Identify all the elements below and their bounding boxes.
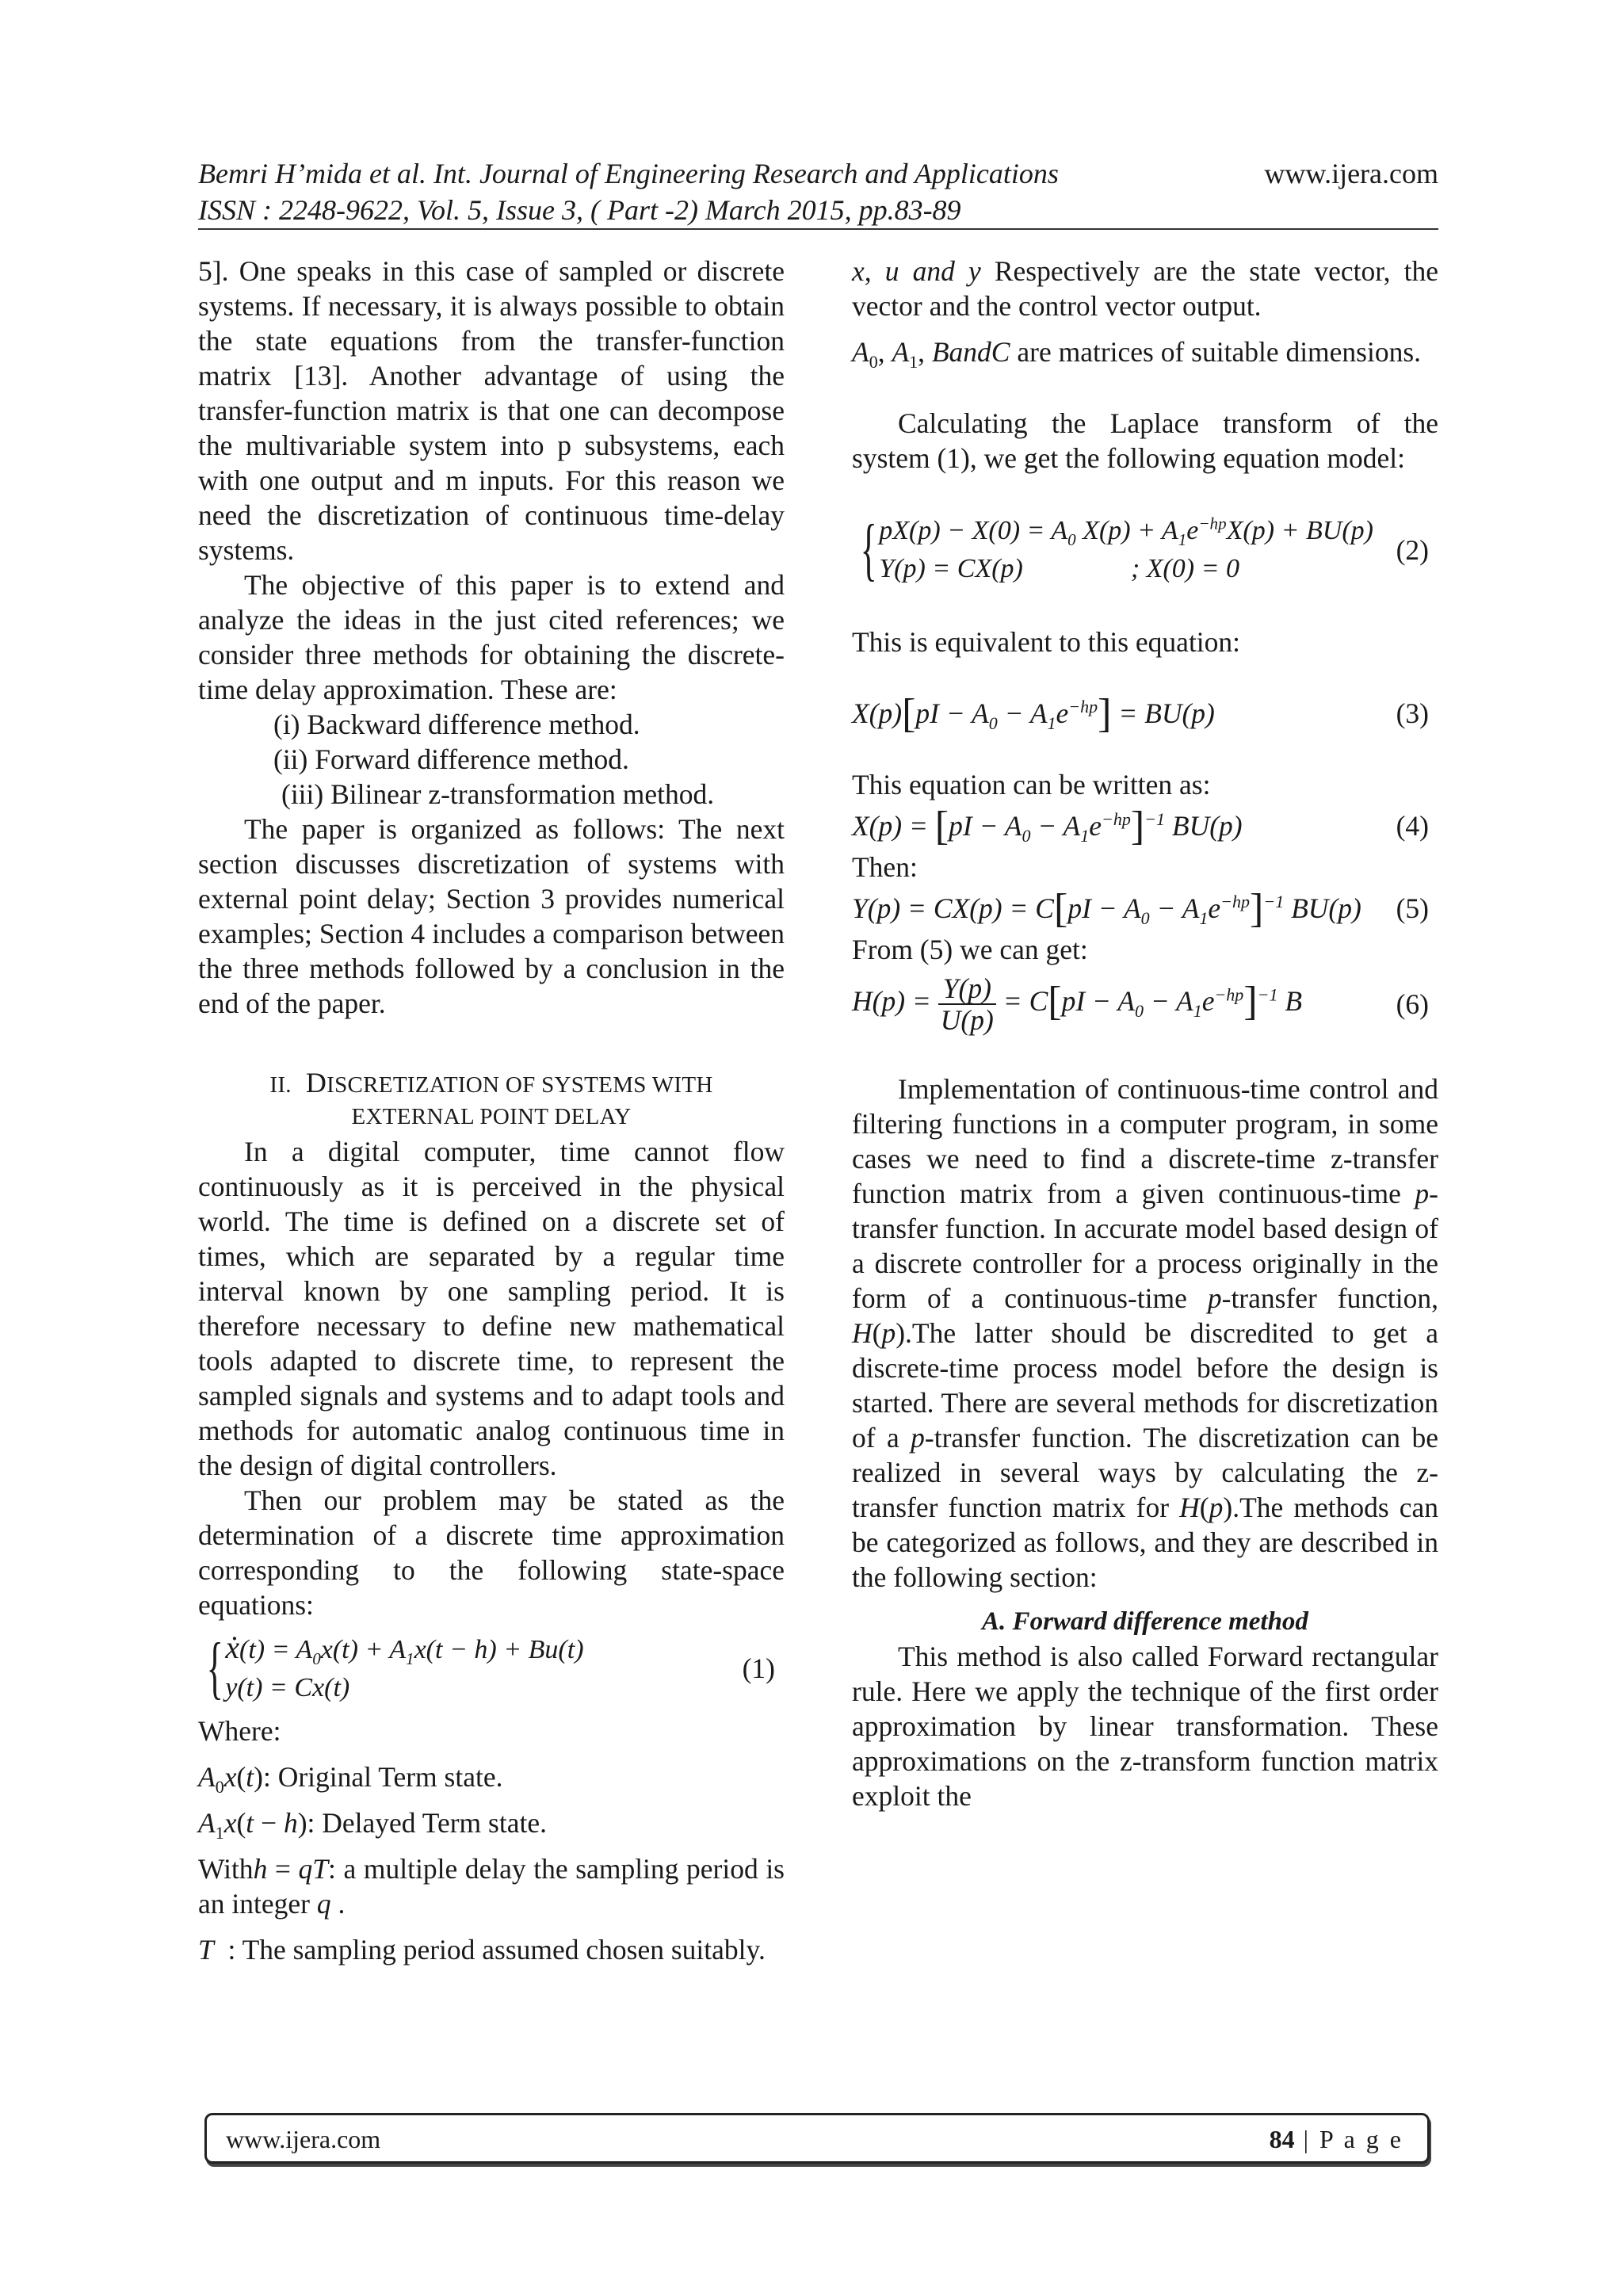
header-rule: [198, 228, 1438, 230]
paragraph: This is equivalent to this equation:: [852, 626, 1241, 658]
running-header: [198, 155, 1438, 228]
equation-number: (2): [1396, 534, 1429, 566]
left-column: [198, 254, 785, 1967]
paragraph: This method is also called Forward rectangular rule. Here we apply the technique of the first order approximation by linear transformation. These approximations on the z-transform function matrix exploit the: [852, 1641, 1438, 1812]
equation-number: (6): [1396, 988, 1429, 1020]
equation-6: H(p) = $\frac{Y(p)}{U(p)}$ = $C[pI - A_0 - A_1e^{-hp}]^{-1}$ B (6): [852, 972, 1429, 1036]
paragraph: Then our problem may be stated as the determination of a discrete time approximation corresponding to the following state-space equations:: [198, 1484, 785, 1621]
where-label: Where:: [198, 1715, 281, 1747]
paragraph: 5]. One speaks in this case of sampled or discrete systems. If necessary, it is always possible to obtain the state equations from the transfer-function matrix [13]. Another advantage of using the transfer-function matrix is that one can decompose the multivariable system into p subsystems, each with one output and m inputs. For this reason we need the discretization of continuous time-delay systems.: [198, 255, 785, 566]
paragraph: Calculating the Laplace transform of the system (1), we get the following equation model:: [852, 407, 1438, 474]
equation-1: {ẋ(t) = $A_0x(t) + A_1x(t - h) + Bu(t)$ y(t) = Cx(t) (1): [206, 1629, 775, 1706]
list-item: (i) Backward difference method.: [273, 709, 640, 740]
definition: $A_1x(t - h)$: Delayed Term state.: [198, 1807, 547, 1843]
section-heading: II. DISCRETIZATION OF SYSTEMS WITH EXTERNAL POINT DELAY: [269, 1067, 713, 1129]
page-number: 84 | P a g e: [1269, 2125, 1403, 2153]
paragraph: The objective of this paper is to extend and analyze the ideas in the just cited references; we consider three methods for obtaining the discrete-time delay approximation. These are:: [198, 569, 785, 705]
definition: $A_0x(t)$: Original Term state.: [198, 1761, 503, 1797]
page-footer: [204, 2113, 1430, 2164]
list-item: (iii) Bilinear z-transformation method.: [281, 778, 715, 810]
equation-number: (4): [1396, 810, 1429, 842]
header-citation: Bemri H’mida et al. Int. Journal of Engineering Research and Applications: [198, 158, 1059, 189]
footer-website: www.ijera.com: [226, 2125, 381, 2153]
equation-number: (5): [1396, 892, 1429, 924]
subsection-heading: A. Forward difference method: [982, 1607, 1308, 1636]
equation-3: $X(p)[pI - A_0 - A_1e^{-hp}] = BU(p)$ (3): [852, 691, 1429, 736]
paragraph: In a digital computer, time cannot flow continuously as it is perceived in the physical world. The time is defined on a discrete set of times, which are separated by a regular time interval known by one sampling period. It is therefore necessary to define new mathematical tools adapted to discrete time, to represent the sampled signals and systems and to adapt tools and methods for automatic analog continuous time in the design of digital controllers.: [198, 1136, 785, 1481]
right-column: [852, 254, 1438, 1813]
header-website: www.ijera.com: [1264, 158, 1438, 189]
equation-number: (1): [742, 1652, 775, 1684]
list-item: (ii) Forward difference method.: [273, 743, 629, 775]
equation-2: {$pX(p) - X(0) = A_0$ $X(p) + A_1e^{-hp}X(p) + BU(p)$ Y(p) = CX(p) ; X(0) = 0 (2): [860, 511, 1429, 588]
header-issn: ISSN : 2248-9622, Vol. 5, Issue 3, ( Part -2) March 2015, pp.83-89: [198, 194, 961, 226]
paragraph: This equation can be written as:: [852, 769, 1211, 800]
paragraph: x, u and y Respectively are the state vector, the vector and the control vector output.: [852, 255, 1439, 322]
equation-4: $X(p) = [pI - A_0 - A_1e^{-hp}]^{-1}$ BU(p) (4): [852, 804, 1429, 849]
paragraph: The paper is organized as follows: The next section discusses discretization of systems with external point delay; Section 3 provides numerical examples; Section 4 includes a comparison between the three methods followed by a conclusion in the end of the paper.: [198, 813, 785, 1019]
paragraph: $A_0$, $A_1$, BandC are matrices of suitable dimensions.: [852, 336, 1422, 372]
definition: Withh = qT: a multiple delay the sampling period is an integer q .: [198, 1853, 785, 1920]
section-title: DISCRETIZATION OF SYSTEMS WITH EXTERNAL POINT DELAY: [305, 1067, 713, 1129]
definition: T : The sampling period assumed chosen suitably.: [198, 1934, 766, 1966]
equation-number: (3): [1396, 697, 1429, 729]
equation-5: $Y(p) = CX(p) = C[pI - A_0 - A_1e^{-hp}]^{-1}$ BU(p) (5): [852, 886, 1429, 931]
paragraph: From (5) we can get:: [852, 934, 1088, 965]
paragraph: Then:: [852, 851, 918, 883]
paragraph: Implementation of continuous-time control and filtering functions in a computer program, in some cases we need to find a discrete-time z-transfer function matrix from a given continuous-time p-transfer function. In accurate model based design of a discrete controller for a process originally in the form of a continuous-time p-transfer function, H(p).The latter should be discredited to get a discrete-time process model before the design is started. There are several methods for discretization of a p-transfer function. The discretization can be realized in several ways by calculating the z-transfer function matrix for H(p).The methods can be categorized as follows, and they are described in the following section:: [852, 1073, 1438, 1593]
